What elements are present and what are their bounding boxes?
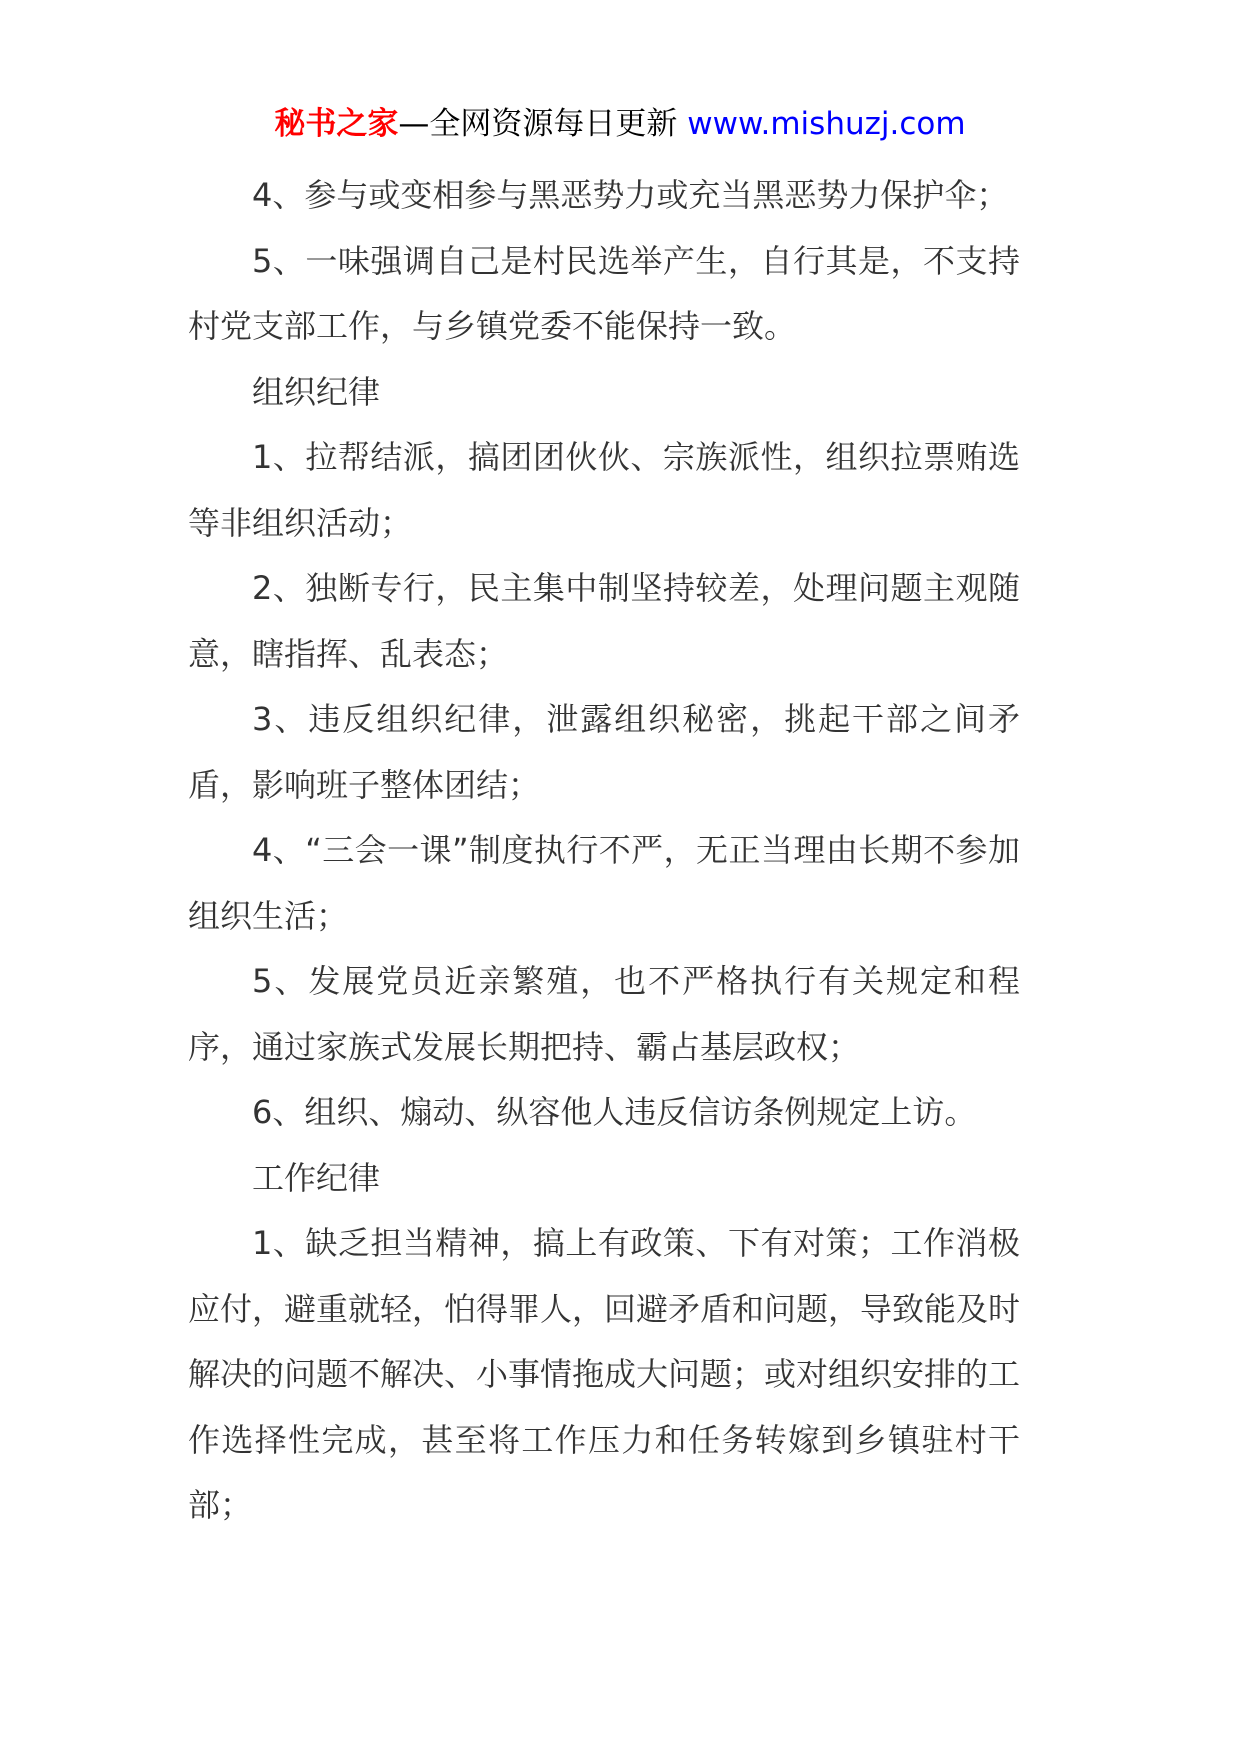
paragraph-org-item-3: 3、违反组织纪律，泄露组织秘密，挑起干部之间矛盾，影响班子整体团结；: [188, 700, 1020, 804]
site-url-link[interactable]: www.mishuzj.com: [687, 106, 966, 142]
paragraph-org-item-4: 4、“三会一课”制度执行不严，无正当理由长期不参加组织生活；: [188, 831, 1020, 935]
paragraph-org-item-1: 1、拉帮结派，搞团团伙伙、宗族派性，组织拉票贿选等非组织活动；: [188, 438, 1020, 542]
document-body: [188, 163, 1020, 1539]
paragraph-item-4-protection: 4、参与或变相参与黑恶势力或充当黑恶势力保护伞；: [252, 176, 1009, 214]
section-heading-organization: 组织纪律: [252, 372, 381, 411]
site-slogan: —全网资源每日更新: [398, 106, 688, 142]
paragraph-work-item-1: 1、缺乏担当精神，搞上有政策、下有对策；工作消极应付，避重就轻，怕得罪人，回避矛盾和问题，导致能及时解决的问题不解决、小事情拖成大问题；或对组织安排的工作选择性完成，甚至将工作压力和任务转嫁到乡镇驻村干部；: [188, 1224, 1021, 1524]
paragraph-org-item-6: 6、组织、煽动、纵容他人违反信访条例规定上访。: [252, 1093, 977, 1131]
site-brand: 秘书之家: [274, 106, 399, 142]
paragraph-item-5-election: 5、一味强调自己是村民选举产生，自行其是，不支持村党支部工作，与乡镇党委不能保持一致。: [188, 241, 1020, 345]
section-heading-work: 工作纪律: [252, 1158, 381, 1197]
paragraph-org-item-5: 5、发展党员近亲繁殖，也不严格执行有关规定和程序，通过家族式发展长期把持、霸占基层政权；: [188, 962, 1020, 1066]
page-header: [0, 102, 1240, 146]
paragraph-org-item-2: 2、独断专行，民主集中制坚持较差，处理问题主观随意，瞎指挥、乱表态；: [188, 569, 1020, 673]
